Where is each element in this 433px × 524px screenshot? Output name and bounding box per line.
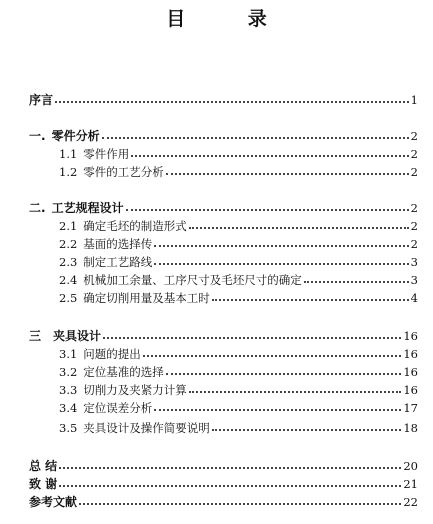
dot-leader <box>143 355 402 357</box>
toc-entry-number: 3.2 <box>59 365 78 379</box>
toc-entry-number: 2.3 <box>59 255 78 269</box>
dot-leader <box>154 409 401 411</box>
dot-leader <box>55 101 409 103</box>
toc-entry-label: 工艺规程设计 <box>51 201 124 215</box>
toc-entry-number: 2.5 <box>59 291 78 305</box>
toc-entry-number: 二. <box>29 201 46 215</box>
toc-entry-references[interactable] <box>29 494 418 510</box>
toc-entry-page: 20 <box>403 459 418 473</box>
toc-entry-number: 1.2 <box>59 165 78 179</box>
toc-entry-label: 制定工艺路线 <box>83 255 153 269</box>
toc-entry-page: 3 <box>410 255 418 269</box>
dot-leader <box>154 263 408 265</box>
toc-entry-number: 3.1 <box>59 347 78 361</box>
toc-entry-label: 序言 <box>29 93 54 107</box>
toc-entry-number: 2.2 <box>59 237 78 251</box>
toc-entry-number: 3.4 <box>59 401 78 415</box>
dot-leader <box>102 137 409 139</box>
toc-entry-2-5[interactable] <box>59 290 418 306</box>
toc-entry-summary[interactable] <box>29 458 418 474</box>
toc-entry-page: 16 <box>403 347 418 361</box>
toc-entry-number: 3.5 <box>59 421 78 435</box>
toc-entry-3-4[interactable] <box>59 400 418 416</box>
dot-leader <box>166 173 409 175</box>
toc-entry-page: 16 <box>403 383 418 397</box>
toc-entry-2-3[interactable] <box>59 254 418 270</box>
toc-entry-page: 22 <box>403 495 418 509</box>
toc-entry-2-4[interactable] <box>59 272 418 288</box>
dot-leader <box>304 281 409 283</box>
toc-entry-page: 2 <box>410 219 418 233</box>
toc-entry-label: 定位基准的选择 <box>83 365 164 379</box>
toc-entry-3-5[interactable] <box>59 420 418 436</box>
toc-entry-fixture-design[interactable] <box>29 328 418 344</box>
toc-entry-label: 致 谢 <box>29 477 58 491</box>
toc-entry-2-2[interactable] <box>59 236 418 252</box>
toc-entry-label: 零件的工艺分析 <box>83 165 164 179</box>
toc-entry-page: 16 <box>403 365 418 379</box>
toc-entry-label: 参考文献 <box>29 495 78 509</box>
dot-leader <box>59 485 401 487</box>
toc-entry-number: 1.1 <box>59 147 78 161</box>
toc-entry-3-3[interactable] <box>59 382 418 398</box>
toc-entry-1-2[interactable] <box>59 164 418 180</box>
toc-entry-label: 机械加工余量、工序尺寸及毛坯尺寸的确定 <box>83 273 302 287</box>
toc-entry-part-analysis[interactable] <box>29 128 418 144</box>
dot-leader <box>131 155 408 157</box>
toc-entry-label: 零件作用 <box>83 147 130 161</box>
toc-entry-label: 确定切削用量及基本工时 <box>83 291 210 305</box>
toc-entry-1-1[interactable] <box>59 146 418 162</box>
dot-leader <box>59 467 401 469</box>
toc-entry-page: 4 <box>410 291 418 305</box>
toc-entry-2-1[interactable] <box>59 218 418 234</box>
toc-entry-preface[interactable] <box>29 92 418 108</box>
toc-entry-page: 18 <box>403 421 418 435</box>
toc-entry-page: 3 <box>410 273 418 287</box>
toc-entry-page: 17 <box>403 401 418 415</box>
toc-entry-3-2[interactable] <box>59 364 418 380</box>
toc-entry-label: 定位误差分析 <box>83 401 153 415</box>
toc-entry-label: 确定毛坯的制造形式 <box>83 219 187 233</box>
dot-leader <box>126 209 409 211</box>
toc-entry-number: 2.4 <box>59 273 78 287</box>
dot-leader <box>154 245 408 247</box>
toc-entry-page: 21 <box>403 477 418 491</box>
toc-entry-acknowledgements[interactable] <box>29 476 418 492</box>
dot-leader <box>212 299 409 301</box>
toc-entry-label: 基面的选择传 <box>83 237 153 251</box>
dot-leader <box>189 227 409 229</box>
toc-entry-page: 2 <box>410 165 418 179</box>
toc-entry-label: 问题的提出 <box>83 347 141 361</box>
page-title: 目 录 <box>166 8 295 30</box>
toc-entry-page: 2 <box>410 201 418 215</box>
dot-leader <box>79 503 401 505</box>
dot-leader <box>212 429 402 431</box>
toc-entry-number: 2.1 <box>59 219 78 233</box>
toc-entry-process-design[interactable] <box>29 200 418 216</box>
toc-entry-number: 3.3 <box>59 383 78 397</box>
toc-entry-page: 2 <box>410 237 418 251</box>
toc-entry-label: 夹具设计及操作简要说明 <box>83 421 210 435</box>
toc-entry-label: 总 结 <box>29 459 58 473</box>
toc-entry-label: 切削力及夹紧力计算 <box>83 383 187 397</box>
toc-entry-page: 16 <box>403 329 418 343</box>
toc-entry-label: 零件分析 <box>51 129 100 143</box>
toc-entry-page: 2 <box>410 129 418 143</box>
toc-entry-page: 2 <box>410 147 418 161</box>
toc-entry-3-1[interactable] <box>59 346 418 362</box>
toc-entry-label: 夹具设计 <box>53 329 102 343</box>
toc-entry-number: 一. <box>29 129 46 143</box>
dot-leader <box>189 391 402 393</box>
toc-entry-number: 三 <box>29 329 42 343</box>
dot-leader <box>103 337 401 339</box>
toc-entry-page: 1 <box>410 93 418 107</box>
dot-leader <box>166 373 402 375</box>
